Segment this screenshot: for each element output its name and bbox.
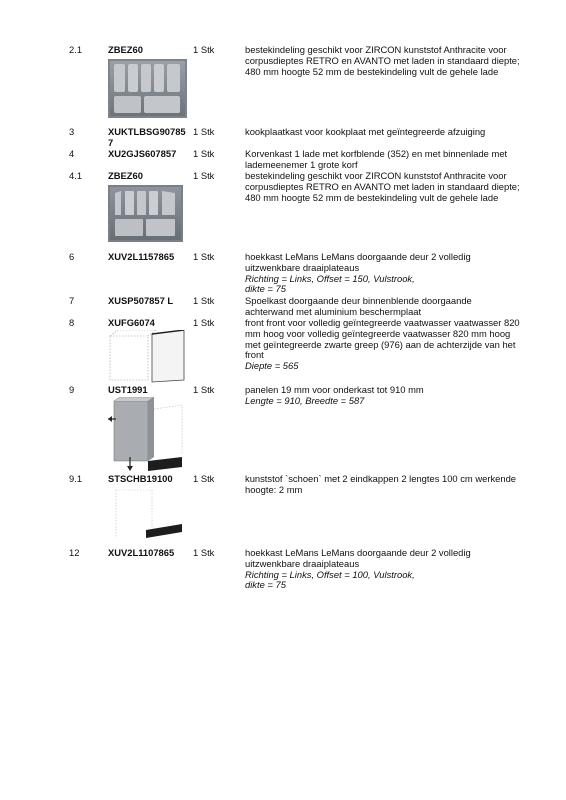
description-text: panelen 19 mm voor onderkast tot 910 mm (245, 384, 424, 395)
quantity: 1 Stk (193, 148, 215, 159)
description-text: hoekkast LeMans LeMans doorgaande deur 2 volledig uitzwenkbare draaiplateaus (245, 547, 471, 569)
description (245, 318, 520, 372)
article-code: STSCHB19100 (108, 473, 173, 484)
quantity: 1 Stk (193, 384, 215, 395)
quantity: 1 Stk (193, 170, 215, 181)
position-number: 2.1 (69, 44, 83, 55)
article-code: XUKTLBSG907857 (108, 126, 186, 148)
description-text: Korvenkast 1 lade met korfblende (352) en met binnenlade met lademeenemer 1 grote korf (245, 148, 508, 170)
position-number: 6 (69, 251, 75, 262)
description-text: hoekkast LeMans LeMans doorgaande deur 2 volledig uitzwenkbare draaiplateaus (245, 251, 471, 273)
article-code: ZBEZ60 (108, 170, 143, 181)
position-number: 9.1 (69, 473, 83, 484)
description (245, 474, 520, 496)
description-detail: dikte = 75 (245, 283, 286, 295)
plinth-thumbnail (108, 488, 186, 544)
description (245, 385, 520, 407)
quantity: 1 Stk (193, 44, 215, 55)
position-number: 12 (69, 547, 80, 558)
quantity: 1 Stk (193, 317, 215, 328)
description (245, 252, 520, 295)
article-code: XUV2L1157865 (108, 251, 175, 262)
description (245, 45, 520, 77)
description-text: front front voor volledig geïntegreerde vaatwasser vaatwasser 820 mm hoog voor volledig geïntegreerde vaatwasser 820 mm hoog met geïntegreerde zwarte greep (976) aan de achterzijde van het front (245, 317, 520, 361)
position-number: 4.1 (69, 170, 83, 181)
quantity: 1 Stk (193, 295, 215, 306)
description (245, 548, 520, 591)
description (245, 127, 520, 138)
description-detail: Richting = Links, Offset = 150, Vulstrook, (245, 272, 415, 284)
description-text: Spoelkast doorgaande deur binnenblende doorgaande achterwand met aluminium beschermplaat (245, 295, 472, 317)
description-text: bestekindeling geschikt voor ZIRCON kunststof Anthracite voor corpusdieptes RETRO en AVANTO met laden in standaard diepte; 480 mm hoogte 52 mm de bestekindeling vult de gehele lade (245, 44, 520, 77)
quantity: 1 Stk (193, 126, 215, 137)
description (245, 296, 520, 318)
description-text: kunststof `schoen` met 2 eindkappen 2 lengtes 100 cm werkende hoogte: 2 mm (245, 473, 516, 495)
description-detail: dikte = 75 (245, 579, 286, 591)
side-panel-thumbnail (108, 397, 186, 479)
description-text: kookplaatkast voor kookplaat met geïntegreerde afzuiging (245, 126, 486, 137)
article-code: UST1991 (108, 384, 148, 395)
position-number: 9 (69, 384, 75, 395)
article-code: XU2GJS607857 (108, 148, 177, 159)
quantity: 1 Stk (193, 547, 215, 558)
description (245, 149, 520, 171)
cutlery-tray-thumbnail (108, 185, 183, 242)
position-number: 8 (69, 317, 75, 328)
quantity: 1 Stk (193, 473, 215, 484)
article-code: ZBEZ60 (108, 44, 143, 55)
quantity: 1 Stk (193, 251, 215, 262)
article-code: XUFG6074 (108, 317, 155, 328)
description-text: bestekindeling geschikt voor ZIRCON kunststof Anthracite voor corpusdieptes RETRO en AVANTO met laden in standaard diepte; 480 mm hoogte 52 mm de bestekindeling vult de gehele lade (245, 170, 520, 203)
description-detail: Lengte = 910, Breedte = 587 (245, 394, 365, 406)
position-number: 7 (69, 295, 75, 306)
dishwasher-front-thumbnail (108, 330, 188, 386)
article-code: XUSP507857 L (108, 295, 174, 306)
description (245, 171, 520, 203)
article-code: XUV2L1107865 (108, 547, 175, 558)
position-number: 3 (69, 126, 75, 137)
position-number: 4 (69, 148, 75, 159)
description-detail: Richting = Links, Offset = 100, Vulstrook, (245, 568, 415, 580)
cutlery-tray-thumbnail (108, 59, 187, 118)
description-detail: Diepte = 565 (245, 360, 299, 372)
